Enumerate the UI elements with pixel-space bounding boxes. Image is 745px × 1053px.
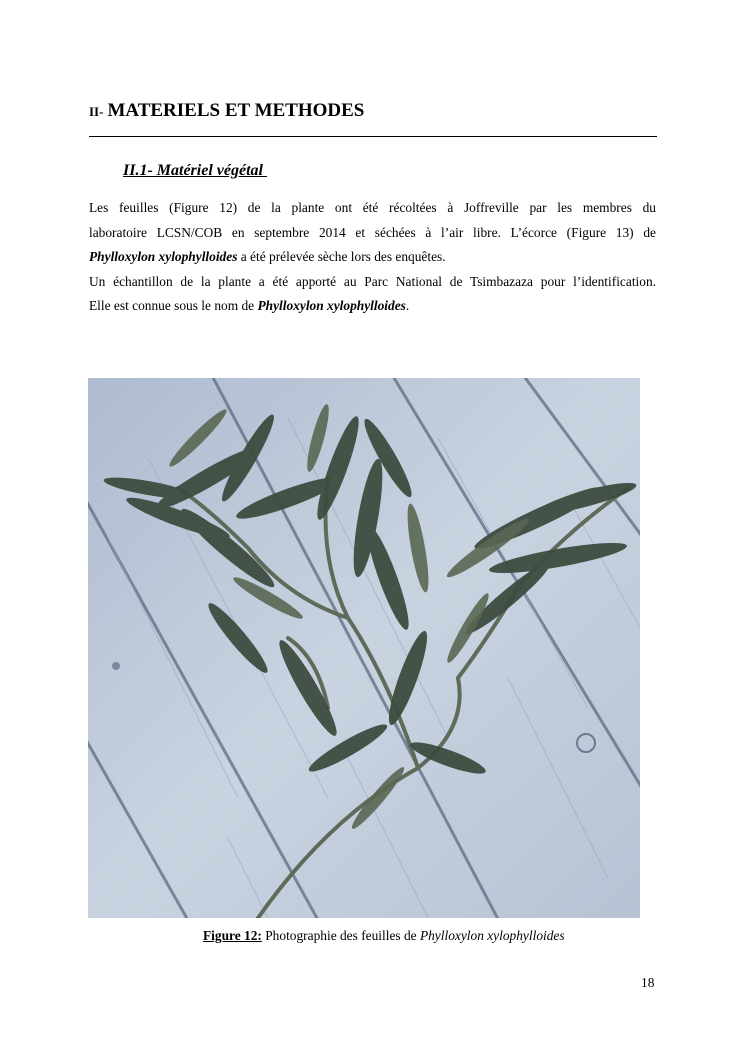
paragraph-line: Un échantillon de la plante a été apporté au Parc National de Tsimbazaza pour l’identification. (89, 273, 656, 289)
subsection-title: II.1- Matériel végétal (123, 162, 267, 179)
paragraph-line: Les feuilles (Figure 12) de la plante ont été récoltées à Joffreville par les membres du (89, 200, 656, 215)
paragraph-text: . (405, 298, 410, 314)
paragraph-text: Elle est connue sous le nom de (89, 298, 258, 314)
section-title: MATERIELS ET METHODES (107, 100, 365, 121)
figure-label: Figure 12: (203, 928, 262, 943)
leaves-photograph (88, 378, 640, 918)
figure-caption (203, 928, 565, 944)
paragraph-line: laboratoire LCSN/COB en septembre 2014 et séchées à l’air libre. L’écorce (Figure 13) de (89, 224, 656, 240)
species-name: Phylloxylon xylophylloides (257, 298, 406, 314)
heading-rule (89, 136, 657, 137)
caption-species: Phylloxylon xylophylloides (419, 928, 565, 943)
body-paragraph (89, 196, 656, 319)
section-heading (89, 100, 364, 122)
species-name: Phylloxylon xylophylloides (89, 249, 238, 265)
paragraph-line (89, 245, 656, 270)
caption-text: Photographie des feuilles de (261, 928, 420, 943)
page-number: 18 (641, 975, 655, 990)
section-number: II- (89, 104, 104, 119)
paragraph-line (89, 294, 656, 319)
paragraph-text: a été prélevée sèche lors des enquêtes. (237, 249, 446, 265)
